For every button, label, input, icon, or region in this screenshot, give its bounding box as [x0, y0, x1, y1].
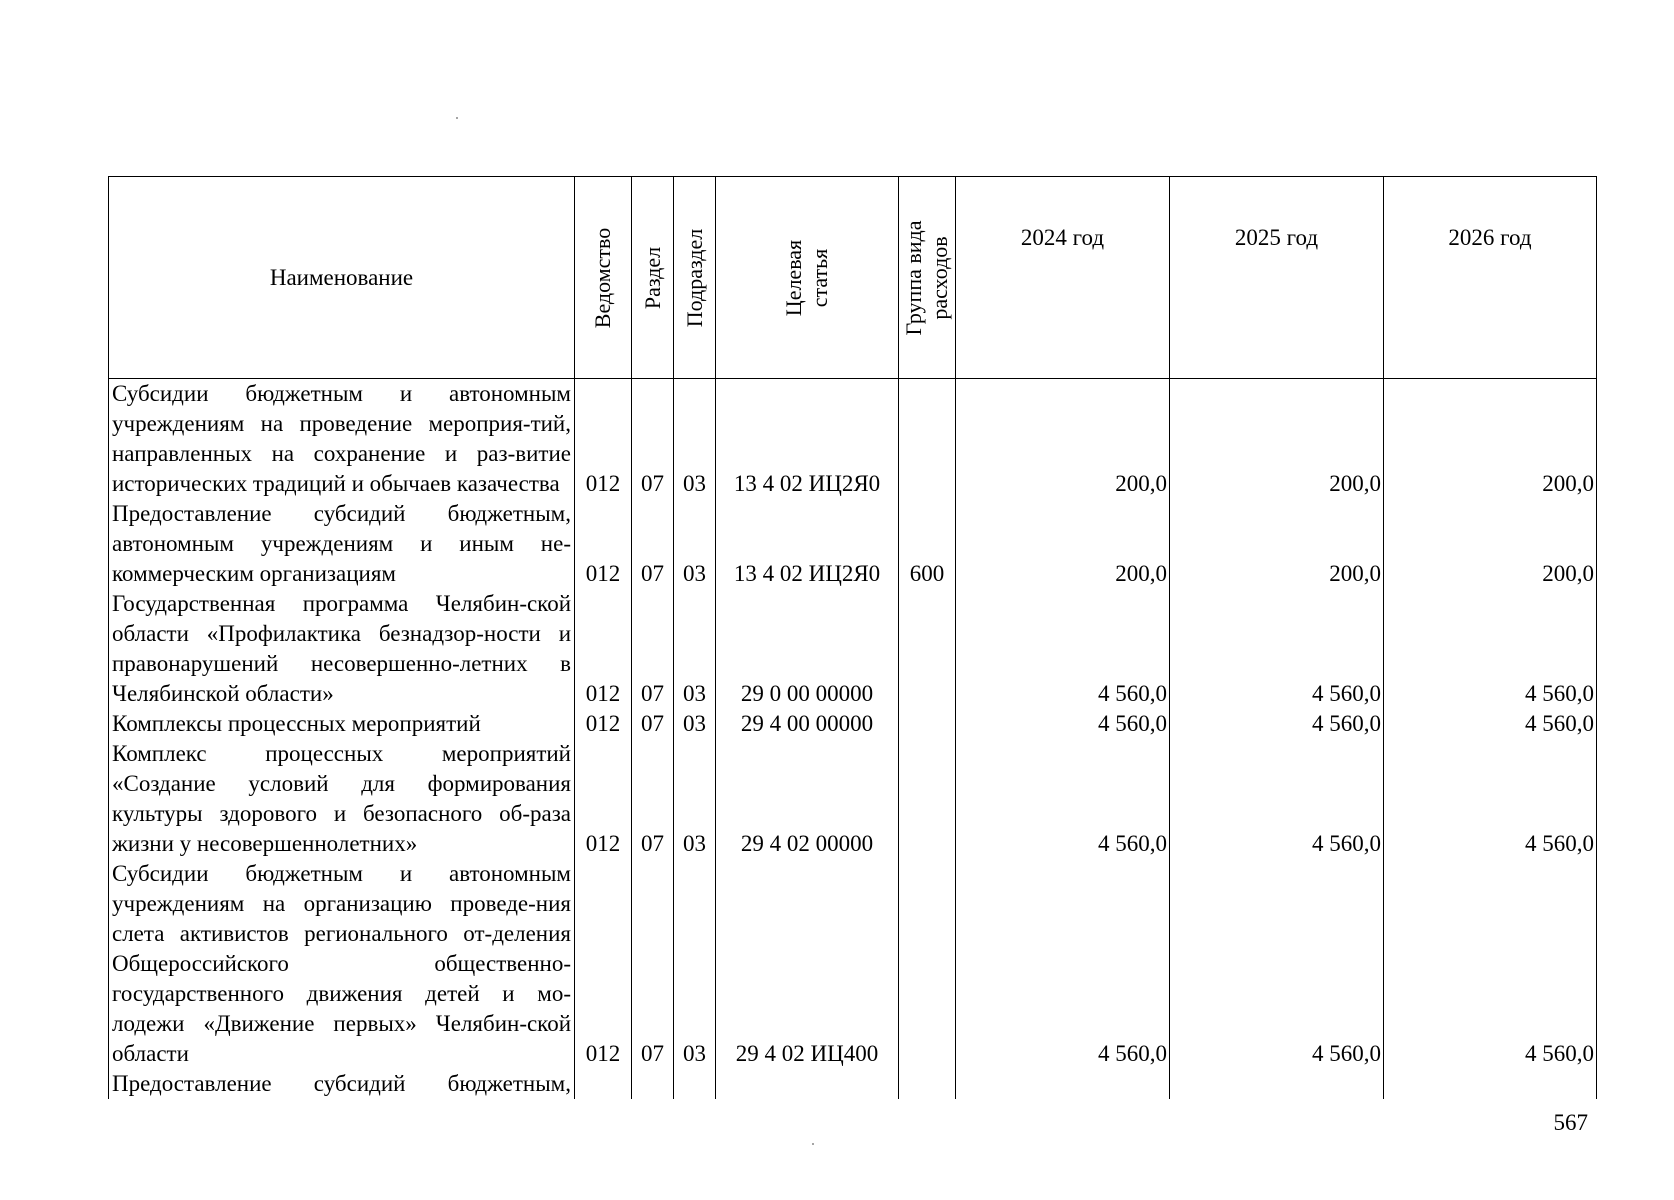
row-podrazdel: 03 — [674, 589, 716, 709]
row-2024: 4 560,0 — [956, 709, 1170, 739]
header-podrazdel-text: Подраздел — [681, 228, 707, 327]
empty-cell — [956, 1069, 1170, 1099]
table-row — [109, 589, 1597, 709]
row-gruppa — [899, 859, 956, 1069]
row-podrazdel: 03 — [674, 859, 716, 1069]
row-vedomstvo: 012 — [575, 499, 632, 589]
row-2025: 4 560,0 — [1170, 859, 1384, 1069]
row-2024: 4 560,0 — [956, 859, 1170, 1069]
row-vedomstvo: 012 — [575, 739, 632, 859]
row-razdel: 07 — [632, 589, 674, 709]
row-2026: 200,0 — [1384, 379, 1597, 500]
header-gruppa-vida — [899, 177, 956, 379]
row-name: Субсидии бюджетным и автономным учреждениям на проведение мероприя-тий, направленных на сохранение и раз-витие исторических традиций и обычаев казачества — [109, 379, 575, 500]
header-2025: 2025 год — [1170, 177, 1384, 379]
scan-speck — [456, 117, 458, 119]
row-vedomstvo: 012 — [575, 709, 632, 739]
table-body — [109, 379, 1597, 1100]
table-header — [109, 177, 1597, 379]
header-2024: 2024 год — [956, 177, 1170, 379]
table-row — [109, 709, 1597, 739]
budget-table — [108, 176, 1597, 1099]
row-name: Комплексы процессных мероприятий — [109, 709, 575, 739]
row-name: Государственная программа Челябин-ской области «Профилактика безнадзор-ности и правонарушений несовершенно-летних в Челябинской области» — [109, 589, 575, 709]
row-2025: 200,0 — [1170, 379, 1384, 500]
header-podrazdel — [674, 177, 716, 379]
row-2024: 200,0 — [956, 499, 1170, 589]
row-celevaya: 13 4 02 ИЦ2Я0 — [716, 379, 899, 500]
row-celevaya: 29 0 00 00000 — [716, 589, 899, 709]
row-celevaya: 29 4 00 00000 — [716, 709, 899, 739]
empty-cell — [1170, 1069, 1384, 1099]
table-row — [109, 1069, 1597, 1099]
row-celevaya: 29 4 02 00000 — [716, 739, 899, 859]
scan-speck — [812, 1143, 814, 1145]
row-gruppa — [899, 739, 956, 859]
row-razdel: 07 — [632, 709, 674, 739]
row-2024: 4 560,0 — [956, 739, 1170, 859]
empty-cell — [575, 1069, 632, 1099]
row-razdel: 07 — [632, 859, 674, 1069]
row-gruppa — [899, 589, 956, 709]
row-vedomstvo: 012 — [575, 859, 632, 1069]
row-gruppa — [899, 379, 956, 500]
row-2025: 4 560,0 — [1170, 709, 1384, 739]
row-celevaya: 13 4 02 ИЦ2Я0 — [716, 499, 899, 589]
row-vedomstvo: 012 — [575, 589, 632, 709]
row-name: Субсидии бюджетным и автономным учреждениям на организацию проведе-ния слета активистов регионального от-деления Общероссийского общественно-государственного движения детей и мо-лодежи «Движение первых» Челябин-ской области — [109, 859, 575, 1069]
row-razdel: 07 — [632, 379, 674, 500]
empty-cell — [674, 1069, 716, 1099]
table-row — [109, 379, 1597, 500]
row-razdel: 07 — [632, 499, 674, 589]
row-2026: 4 560,0 — [1384, 589, 1597, 709]
row-vedomstvo: 012 — [575, 379, 632, 500]
header-gruppa-line1: Группа вида — [901, 220, 926, 335]
row-podrazdel: 03 — [674, 739, 716, 859]
table-row — [109, 499, 1597, 589]
page-number: 567 — [1553, 1110, 1588, 1135]
header-celevaya-line2: статья — [807, 248, 832, 307]
row-2026: 4 560,0 — [1384, 739, 1597, 859]
row-name: Комплекс процессных мероприятий «Создание условий для формирования культуры здорового и безопасного об-раза жизни у несовершеннолетних» — [109, 739, 575, 859]
row-2026: 200,0 — [1384, 499, 1597, 589]
header-2026: 2026 год — [1384, 177, 1597, 379]
empty-cell — [632, 1069, 674, 1099]
row-gruppa: 600 — [899, 499, 956, 589]
row-2025: 4 560,0 — [1170, 589, 1384, 709]
empty-cell — [716, 1069, 899, 1099]
row-2024: 4 560,0 — [956, 589, 1170, 709]
row-2026: 4 560,0 — [1384, 859, 1597, 1069]
row-podrazdel: 03 — [674, 379, 716, 500]
row-gruppa — [899, 709, 956, 739]
row-2025: 200,0 — [1170, 499, 1384, 589]
header-gruppa-line2: расходов — [927, 235, 952, 320]
row-name: Предоставление субсидий бюджетным, автономным учреждениям и иным не-коммерческим организациям — [109, 499, 575, 589]
row-name-continued: Предоставление субсидий бюджетным, — [109, 1069, 575, 1099]
table-row — [109, 859, 1597, 1069]
row-razdel: 07 — [632, 739, 674, 859]
row-2025: 4 560,0 — [1170, 739, 1384, 859]
header-celevaya-line1: Целевая — [781, 239, 806, 316]
row-podrazdel: 03 — [674, 709, 716, 739]
header-razdel — [632, 177, 674, 379]
row-celevaya: 29 4 02 ИЦ400 — [716, 859, 899, 1069]
table-row — [109, 739, 1597, 859]
header-vedomstvo — [575, 177, 632, 379]
header-celevaya-statya — [716, 177, 899, 379]
row-podrazdel: 03 — [674, 499, 716, 589]
header-razdel-text: Раздел — [639, 246, 665, 309]
row-2026: 4 560,0 — [1384, 709, 1597, 739]
empty-cell — [899, 1069, 956, 1099]
header-vedomstvo-text: Ведомство — [590, 227, 615, 328]
empty-cell — [1384, 1069, 1597, 1099]
row-2024: 200,0 — [956, 379, 1170, 500]
header-name: Наименование — [109, 177, 575, 379]
